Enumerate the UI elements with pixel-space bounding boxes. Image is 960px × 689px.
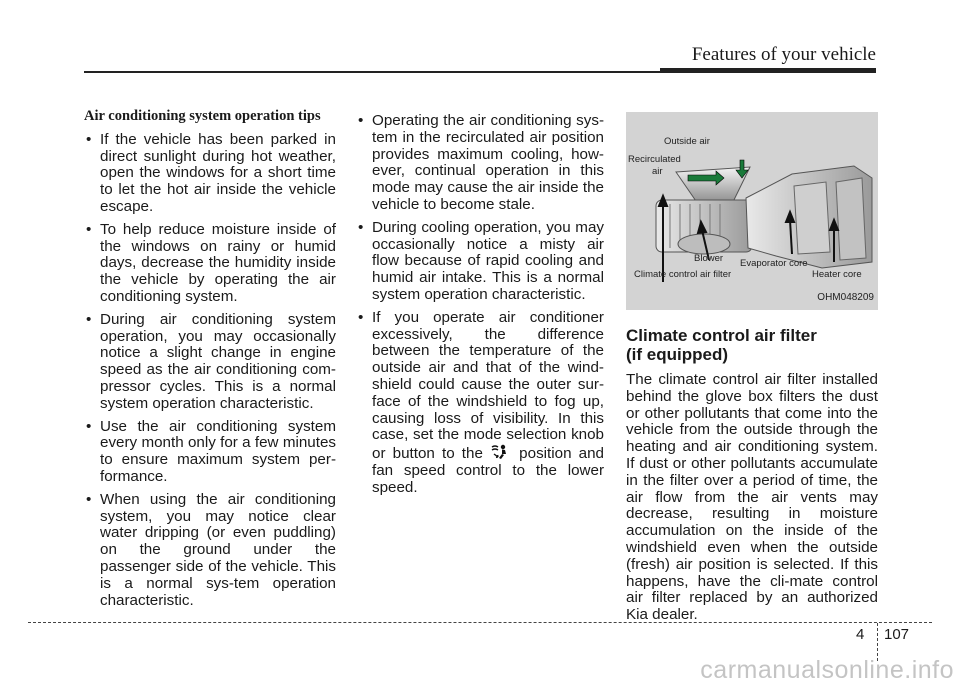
- label-heater-core: Heater core: [812, 269, 862, 280]
- chapter-number: 4: [856, 626, 865, 643]
- list-item: • To help reduce moisture inside of the windows on rainy or humid days, decrease the humidity inside the vehicle by operating the air conditioning system.: [84, 222, 336, 306]
- list-item: • If the vehicle has been parked in direct sunlight during hot weather, open the windows for a short time to let the hot air inside the vehicle escape.: [84, 132, 336, 216]
- list-item-text: If you operate air conditioner excessively, the difference between the temperature of the outside air and that of the wind-shield could cause the outer sur-face of the windshield to fog up, causing loss of visibility. In this case, set the mode selection knob or button to the: [372, 308, 604, 463]
- list-item: • During air conditioning system operation, you may occasionally notice a slight change in engine speed as the air conditioning com-pressor cycles. This is a normal system operation characteristic.: [84, 312, 336, 413]
- list-item: [356, 310, 604, 497]
- label-blower: Blower: [694, 253, 724, 264]
- section-title-line2: (if equipped): [626, 345, 728, 364]
- list-item: • Use the air conditioning system every month only for a few minutes to ensure maximum system per-formance.: [84, 419, 336, 486]
- section-body: The climate control air filter installed behind the glove box filters the dust or other pollutants that come into the vehicle from the outside through the heating and air conditioning system. If dust or other pollutants accumulate in the filter over a period of time, the air flow from the air vents may decrease, resulting in moisture accumulation on the inside of the windshield even when the outside (fresh) air position is selected. If this happens, have the cli-mate control air filter replaced by an authorized Kia dealer.: [626, 371, 878, 624]
- right-column: [626, 112, 878, 624]
- figure-code: OHM048209: [817, 292, 874, 304]
- middle-column: [356, 113, 604, 503]
- hvac-diagram: [626, 112, 878, 310]
- watermark: carmanualsonline.info: [700, 656, 954, 684]
- floor-defrost-mode-icon: [490, 444, 512, 460]
- section-title-line1: Climate control air filter: [626, 326, 817, 345]
- footer-rule: [28, 622, 932, 623]
- page-number: 107: [884, 626, 910, 643]
- tips-list: [84, 132, 336, 610]
- header-rule-accent: [660, 68, 876, 73]
- list-item: • Operating the air conditioning sys-tem in the recirculated air position provides maximum cooling, how-ever, continual operation in this mode may cause the air inside the vehicle to become stale.: [356, 113, 604, 214]
- label-climate-control-air-filter: Climate control air filter: [634, 269, 732, 280]
- running-header: Features of your vehicle: [691, 44, 876, 65]
- label-evaporator-core: Evaporator core: [740, 258, 808, 269]
- list-item: • When using the air conditioning system, you may notice clear water dripping (or even puddling) on the ground under the passenger side of the vehicle. This is a normal sys-tem operation characteristic.: [84, 492, 336, 610]
- label-recirculated-air: Recirculated: [628, 154, 681, 165]
- tips-list-continued: [356, 113, 604, 497]
- list-item-text: position and fan speed control to the lower speed.: [372, 445, 604, 496]
- list-item: • During cooling operation, you may occasionally notice a misty air flow because of rapid cooling and humid air intake. This is a normal system operation characteristic.: [356, 220, 604, 304]
- label-outside-air: Outside air: [664, 136, 710, 147]
- label-recirculated-air-2: air: [652, 166, 663, 177]
- left-column: [84, 108, 336, 615]
- section-subheading: Air conditioning system operation tips: [84, 108, 321, 124]
- section-title: [626, 326, 878, 364]
